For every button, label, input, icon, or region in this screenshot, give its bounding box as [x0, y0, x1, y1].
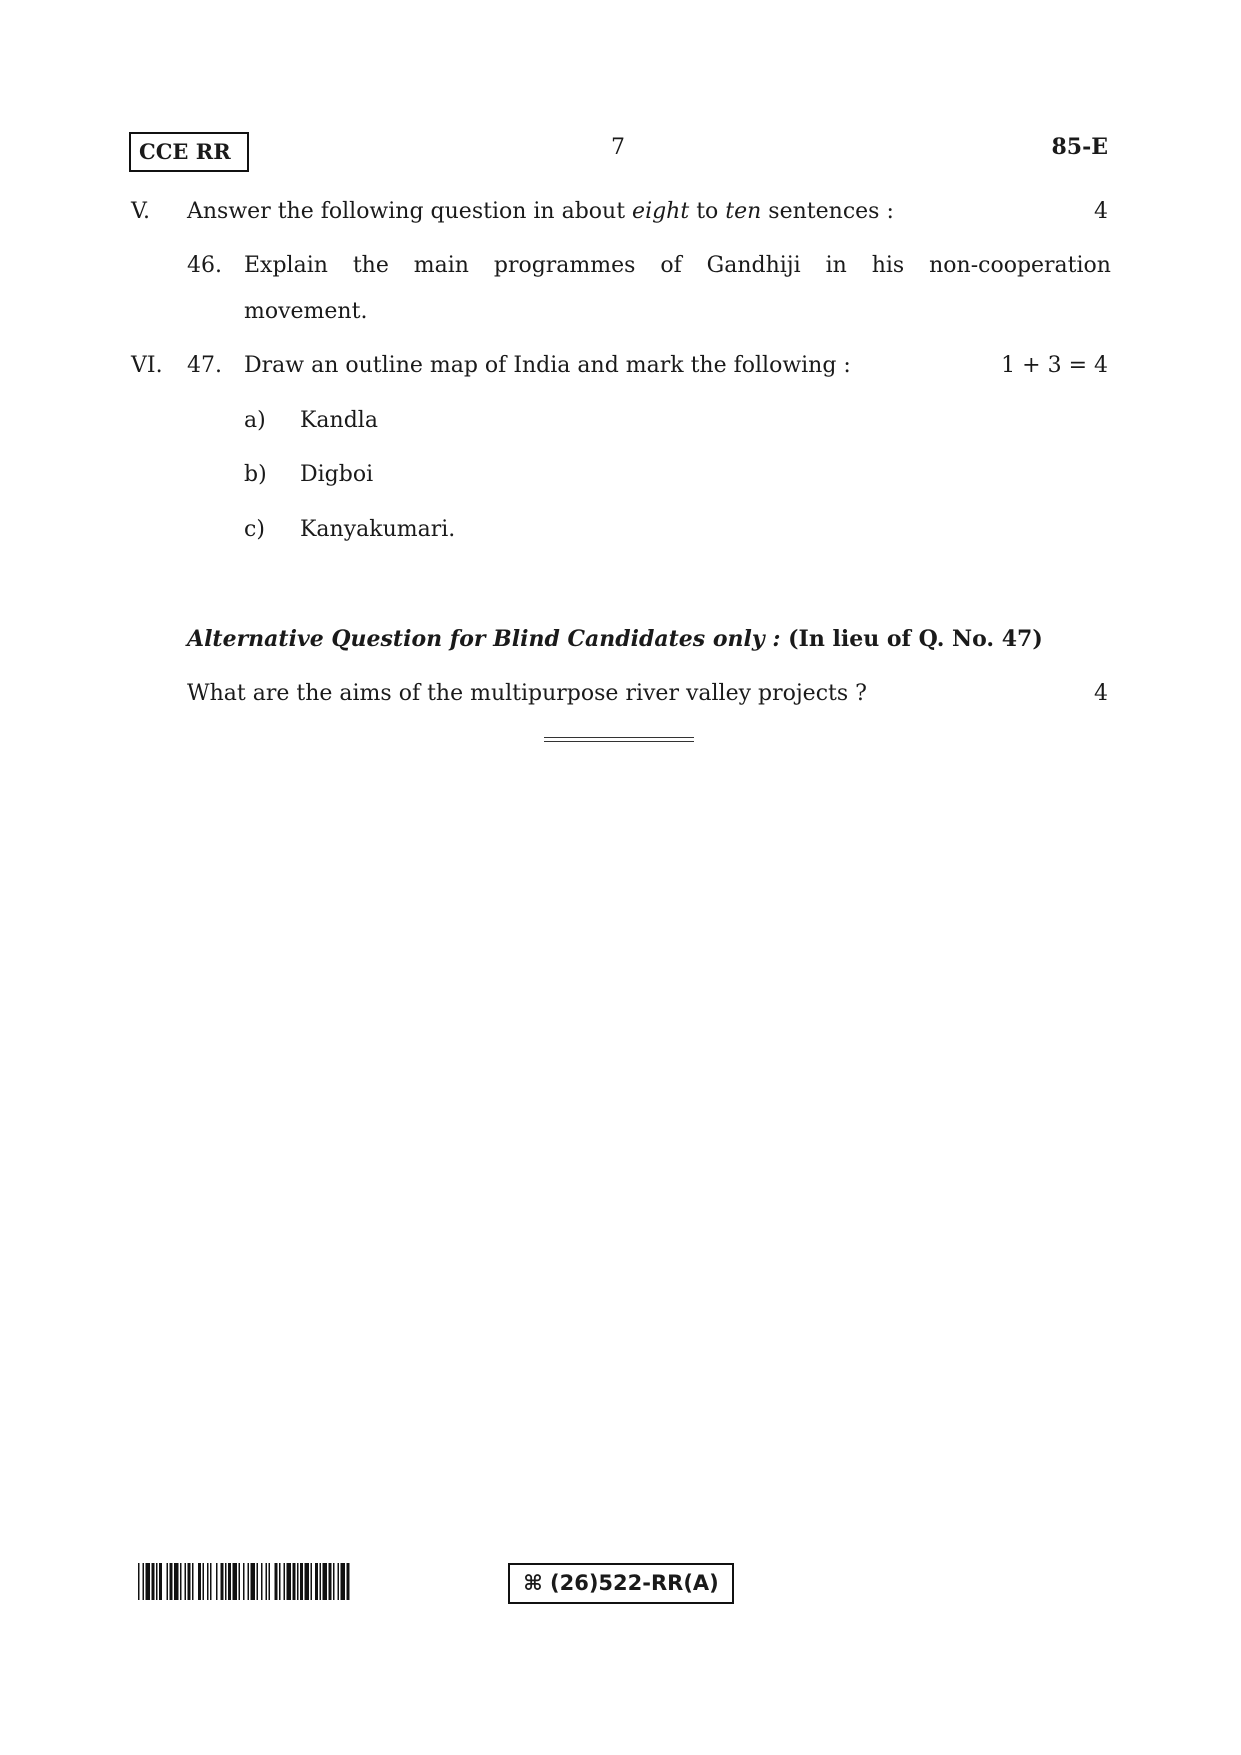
- alternative-title: [187, 625, 1043, 653]
- question-47-marks: 1 + 3 = 4: [1001, 353, 1108, 378]
- barcode-bar: [323, 1563, 328, 1600]
- barcode-bar: [269, 1563, 271, 1600]
- question-46-line1: [244, 252, 1111, 280]
- item-a-text: Kandla: [300, 408, 378, 433]
- command-icon: ⌘: [523, 1571, 543, 1595]
- instruction-ten: ten: [725, 199, 762, 224]
- barcode-bar: [152, 1563, 155, 1600]
- barcode-bar: [198, 1563, 201, 1600]
- q46-word: his: [871, 253, 905, 278]
- section-v-marks: 4: [1094, 199, 1108, 224]
- barcode-bar: [287, 1563, 292, 1600]
- alternative-marks: 4: [1094, 681, 1108, 706]
- barcode-bar: [233, 1563, 238, 1600]
- barcode-bar: [167, 1563, 169, 1600]
- barcode-bar: [170, 1563, 173, 1600]
- item-b-label: b): [244, 462, 267, 487]
- barcode-bar: [225, 1563, 227, 1600]
- question-47-text: Draw an outline map of India and mark the following :: [244, 353, 851, 378]
- barcode-bar: [341, 1563, 346, 1600]
- barcode-bar: [338, 1563, 340, 1600]
- question-47-number: 47.: [187, 353, 222, 378]
- barcode-bar: [275, 1563, 278, 1600]
- barcode-bar: [297, 1563, 299, 1600]
- item-b-text: Digboi: [300, 462, 374, 487]
- end-rule-top: [544, 737, 694, 738]
- alternative-title-note: (In lieu of Q. No. 47): [788, 626, 1043, 652]
- barcode-bar: [174, 1563, 179, 1600]
- question-46-line2: movement.: [244, 299, 368, 324]
- q46-word: non-cooperation: [929, 253, 1111, 278]
- section-v-instruction: [187, 198, 894, 226]
- barcode-bar: [305, 1563, 310, 1600]
- page-number: 7: [611, 135, 625, 160]
- item-c-text: Kanyakumari.: [300, 517, 456, 542]
- barcode-bar: [279, 1563, 281, 1600]
- barcode-bar: [251, 1563, 256, 1600]
- header-box-cce-rr: CCE RR: [129, 132, 249, 172]
- barcode-bar: [315, 1563, 318, 1600]
- barcode-bar: [248, 1563, 250, 1600]
- paper-code: 85-E: [1051, 134, 1108, 160]
- barcode-bar: [228, 1563, 231, 1600]
- q46-word: the: [352, 253, 389, 278]
- barcode-bar: [185, 1563, 187, 1600]
- barcode-bar: [221, 1563, 224, 1600]
- barcode-bar: [192, 1563, 194, 1600]
- barcode-bar: [188, 1563, 191, 1600]
- alternative-title-main: Alternative Question for Blind Candidates only :: [187, 626, 781, 652]
- barcode-bar: [180, 1563, 182, 1600]
- q46-word: of: [660, 253, 682, 278]
- instruction-eight: eight: [632, 199, 690, 224]
- barcode-bar: [293, 1563, 296, 1600]
- q46-word: in: [825, 253, 847, 278]
- barcode-bar: [257, 1563, 259, 1600]
- item-a-label: a): [244, 408, 266, 433]
- barcode-bar: [159, 1563, 162, 1600]
- barcode-bar: [146, 1563, 151, 1600]
- end-rule-bottom: [544, 741, 694, 742]
- barcode-bar: [347, 1563, 350, 1600]
- barcode-bar: [311, 1563, 313, 1600]
- barcode-bar: [266, 1563, 268, 1600]
- barcode-bar: [156, 1563, 158, 1600]
- q46-word: main: [413, 253, 469, 278]
- barcode-bar: [216, 1563, 218, 1600]
- barcode-bar: [138, 1563, 140, 1600]
- barcode-bar: [261, 1563, 263, 1600]
- barcode-bar: [284, 1563, 286, 1600]
- instruction-pre: Answer the following question in about: [187, 199, 633, 224]
- barcode-bar: [210, 1563, 212, 1600]
- section-vi-number: VI.: [131, 353, 163, 378]
- barcode-image: [138, 1563, 422, 1600]
- q46-word: Explain: [244, 253, 328, 278]
- barcode-bar: [320, 1563, 322, 1600]
- barcode-bar: [203, 1563, 205, 1600]
- barcode-bar: [239, 1563, 241, 1600]
- section-v-number: V.: [131, 199, 151, 224]
- footer-code: (26)522-RR(A): [550, 1571, 719, 1595]
- question-46-number: 46.: [187, 253, 222, 278]
- q46-word: Gandhiji: [706, 253, 801, 278]
- barcode-bar: [300, 1563, 303, 1600]
- barcode-bar: [243, 1563, 245, 1600]
- q46-word: programmes: [493, 253, 636, 278]
- barcode-bar: [207, 1563, 209, 1600]
- instruction-post: sentences :: [761, 199, 894, 224]
- footer-code-box: [508, 1563, 734, 1604]
- instruction-mid: to: [689, 199, 726, 224]
- item-c-label: c): [244, 517, 265, 542]
- barcode-bar: [143, 1563, 145, 1600]
- barcode-bar: [333, 1563, 335, 1600]
- barcode-bar: [329, 1563, 332, 1600]
- alternative-question: What are the aims of the multipurpose river valley projects ?: [187, 681, 867, 706]
